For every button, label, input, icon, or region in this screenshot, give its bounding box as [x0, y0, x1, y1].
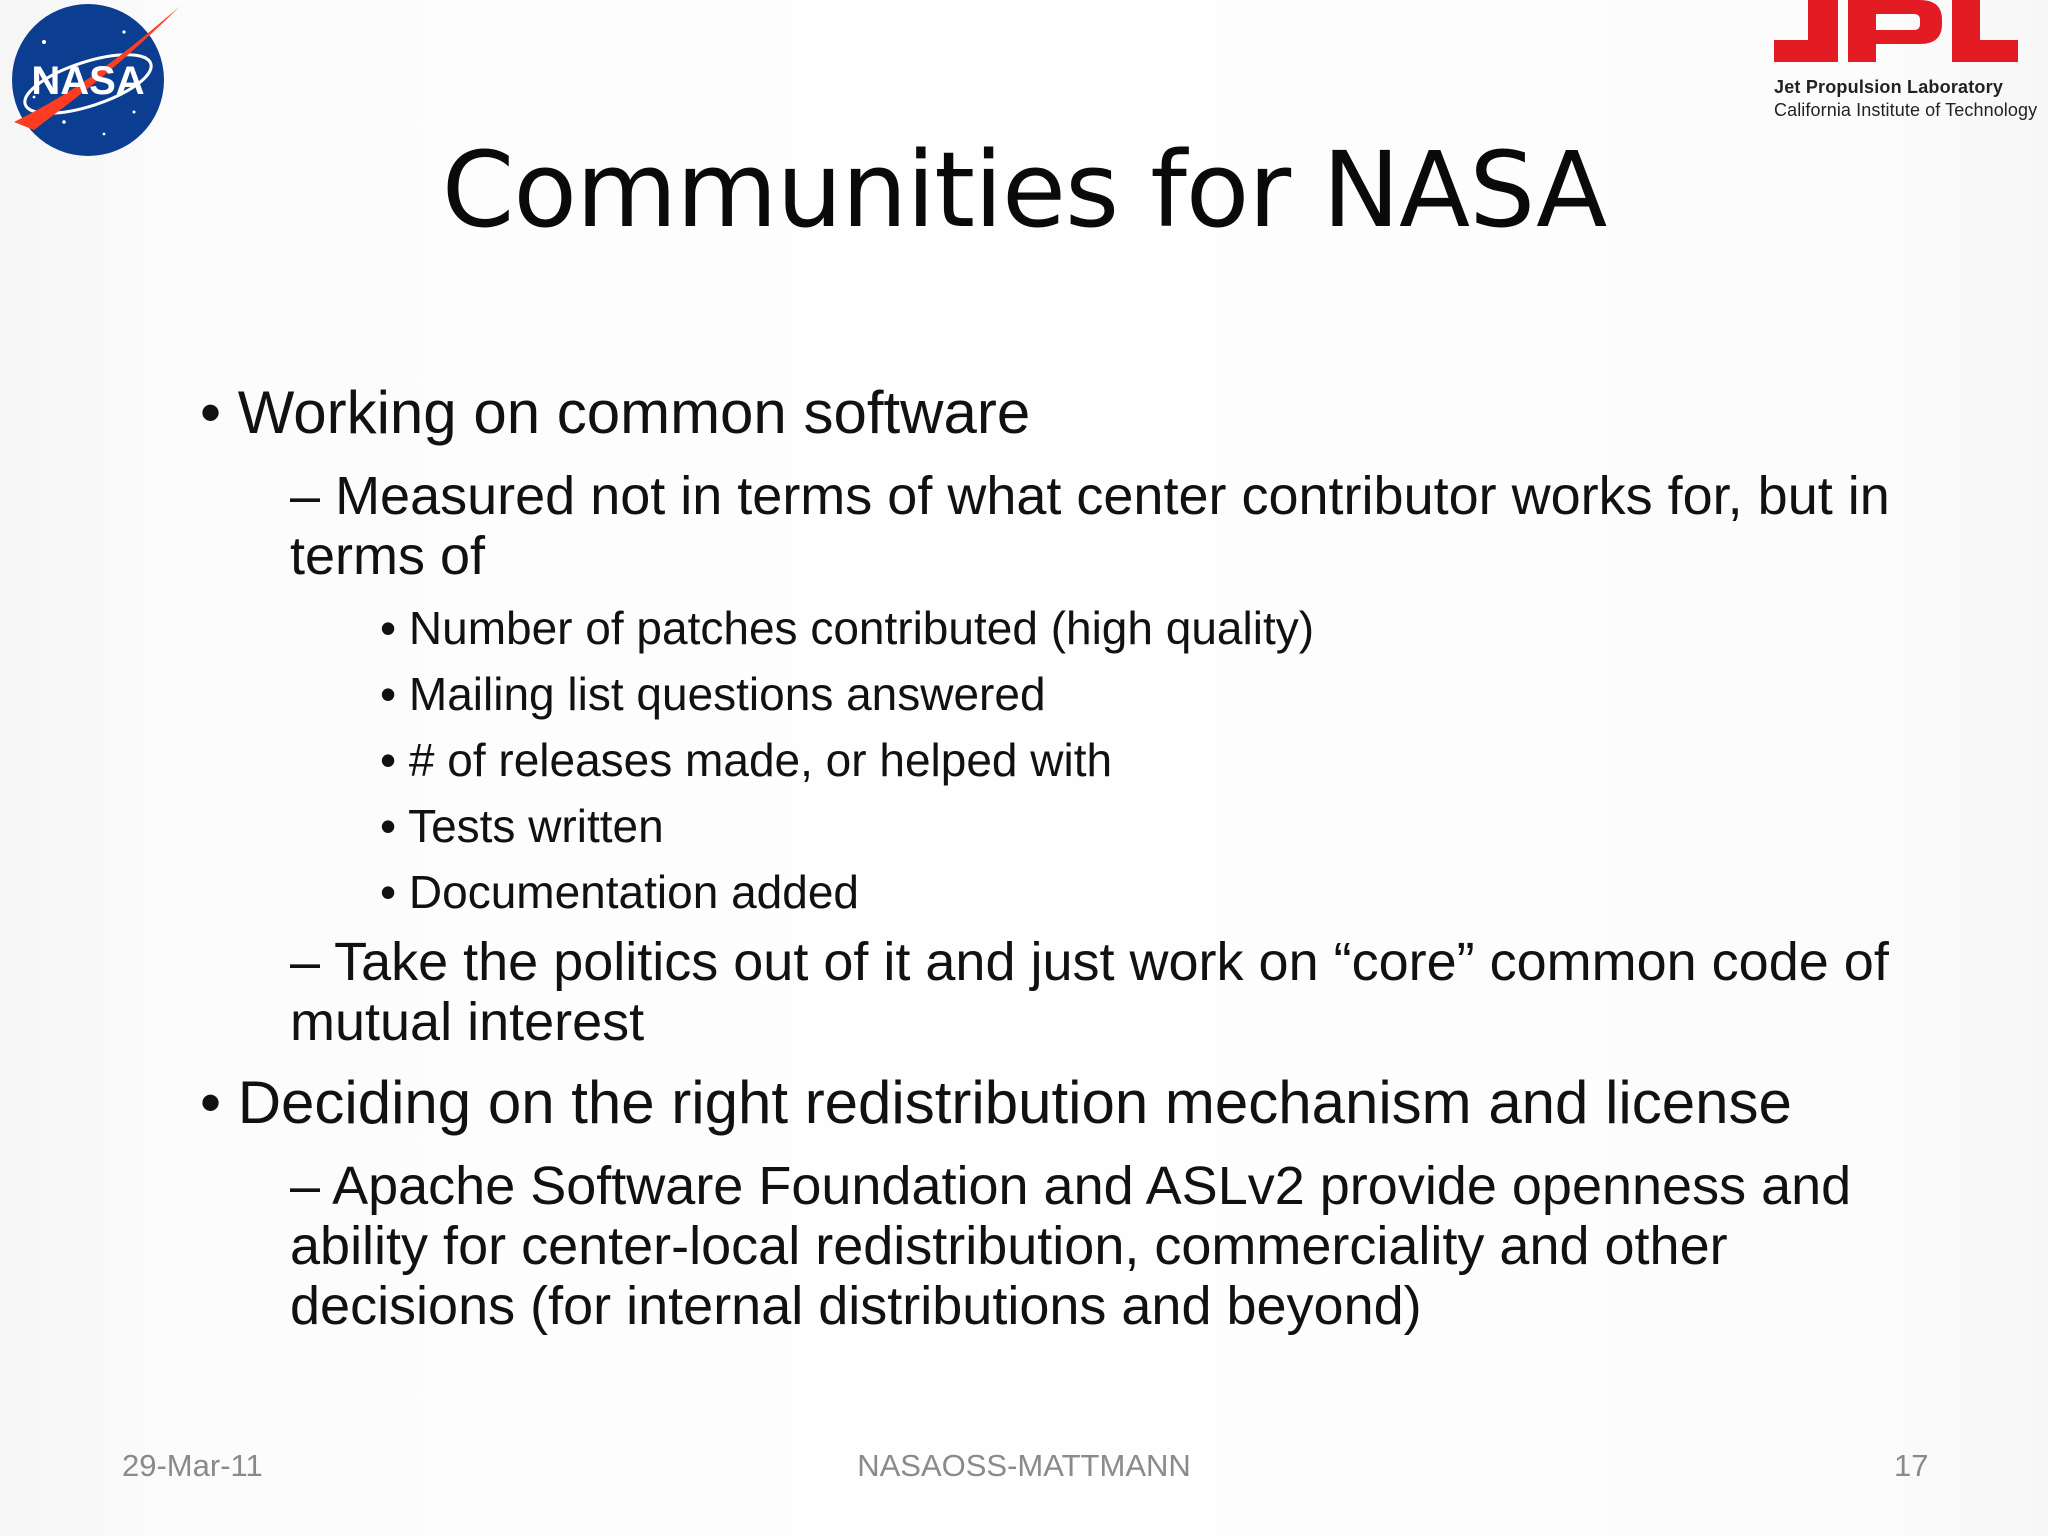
bullet-level3 — [380, 602, 1880, 654]
page-number: 17 — [1894, 1448, 1929, 1483]
bullet-text: Mailing list questions answered — [408, 668, 1046, 720]
footer-presenter: NASAOSS-MATTMANN — [857, 1448, 1191, 1483]
bullet-text: # of releases made, or helped with — [408, 734, 1113, 786]
bullet-level2 — [290, 932, 1950, 1052]
bullet-level3 — [380, 734, 1880, 786]
jpl-logo-line-2: California Institute of Technology — [1774, 100, 2038, 120]
bullet-text: Documentation added — [408, 866, 859, 918]
jpl-logo-line-1: Jet Propulsion Laboratory — [1774, 77, 2004, 97]
bullet-text: Deciding on the right redistribution mechanism and license — [237, 1069, 1792, 1136]
bullet-marker: • — [200, 379, 222, 446]
bullet-marker: • — [380, 734, 397, 786]
bullet-marker: • — [380, 866, 397, 918]
bullet-text: Number of patches contributed (high quality) — [408, 602, 1315, 654]
bullet-marker: • — [380, 800, 397, 852]
bullet-level2 — [290, 466, 1950, 586]
bullet-text: Tests written — [408, 800, 664, 852]
bullet-text: Take the politics out of it and just work on “core” common code of mutual interest — [290, 932, 1889, 1052]
bullet-level1 — [200, 1069, 1960, 1136]
dash-marker: – — [290, 466, 321, 526]
bullet-text: Working on common software — [237, 379, 1031, 446]
footer-date: 29-Mar-11 — [122, 1448, 263, 1483]
nasa-logo-text: NASA — [31, 59, 145, 103]
bullet-level2 — [290, 1156, 1950, 1336]
bullet-level3 — [380, 800, 1880, 852]
bullet-level3 — [380, 866, 1880, 918]
bullet-marker: • — [380, 602, 397, 654]
bullet-level1 — [200, 379, 1960, 446]
bullet-marker: • — [200, 1069, 222, 1136]
bullet-text: Measured not in terms of what center contributor works for, but in terms of — [290, 466, 1890, 586]
dash-marker: – — [290, 1156, 321, 1216]
bullet-marker: • — [380, 668, 397, 720]
bullet-text: Apache Software Foundation and ASLv2 provide openness and ability for center-local redistribution, commerciality and other decisions (for internal distributions and beyond) — [290, 1156, 1852, 1336]
bullet-level3 — [380, 668, 1880, 720]
dash-marker: – — [290, 932, 321, 992]
slide-title: Communities for NASA — [441, 129, 1607, 251]
